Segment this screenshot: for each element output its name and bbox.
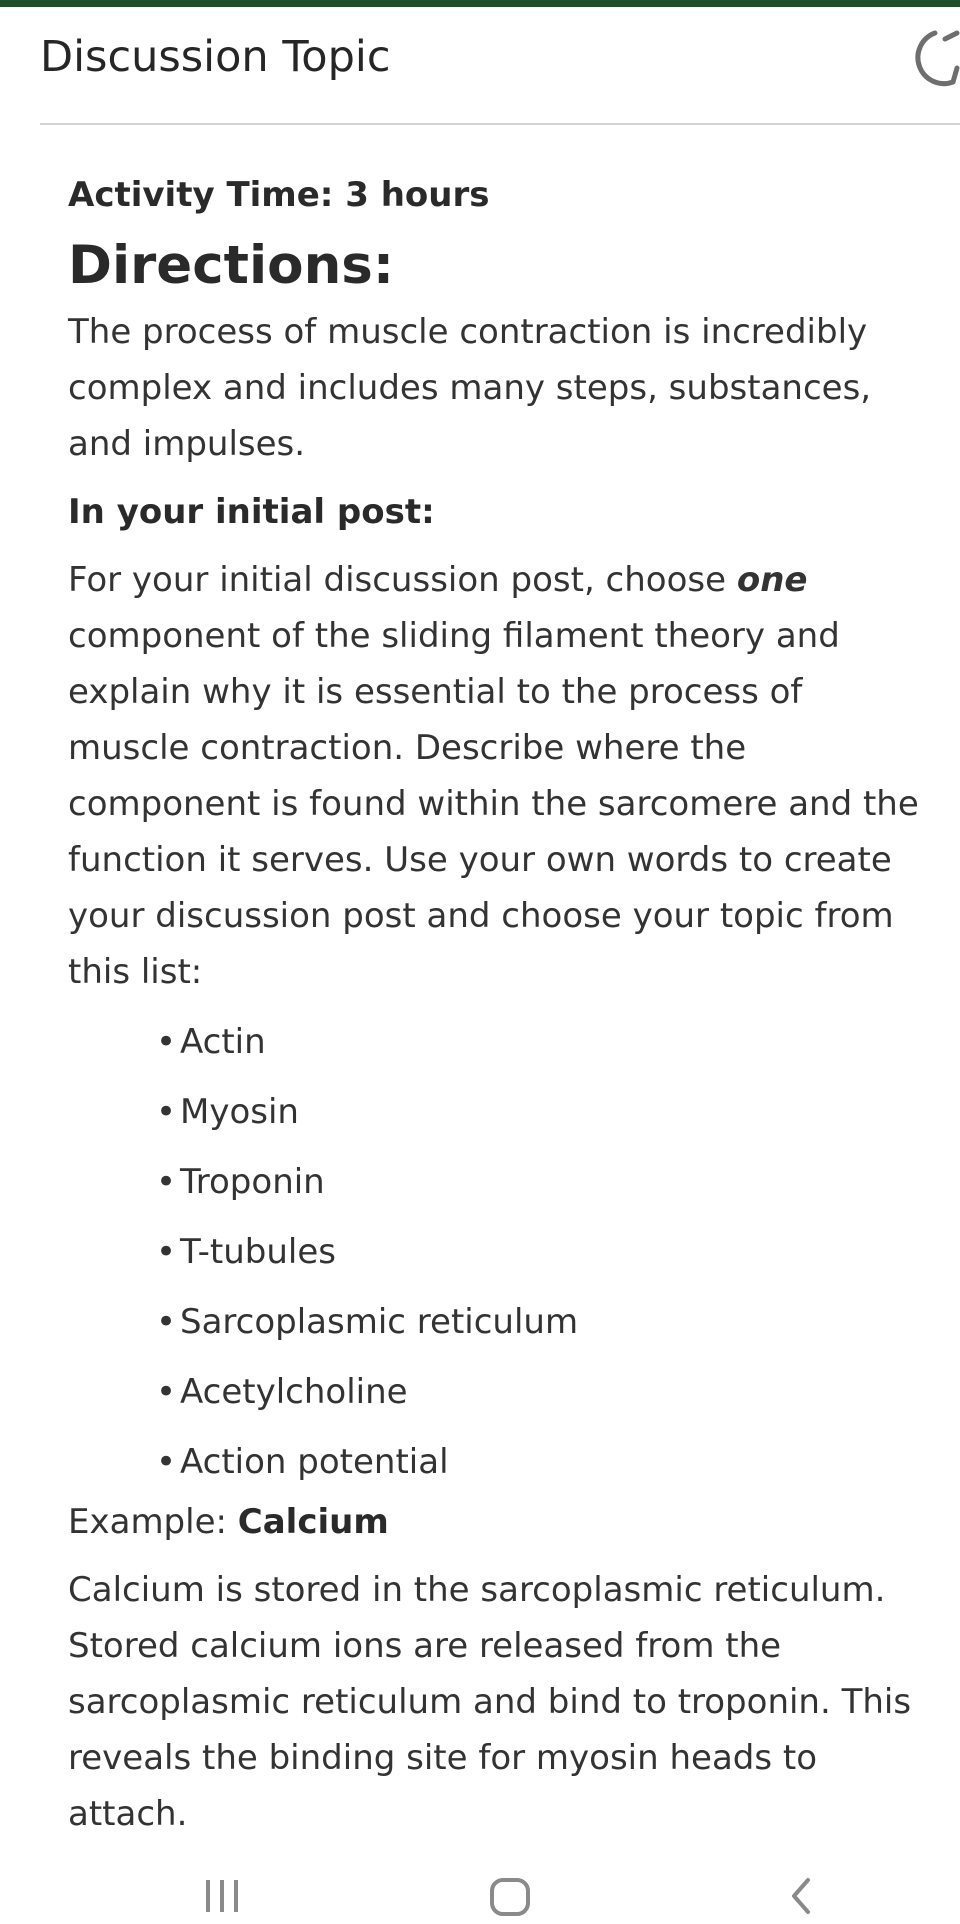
- home-icon[interactable]: [480, 1860, 540, 1920]
- initial-post-heading: In your initial post:: [68, 492, 435, 532]
- recent-apps-icon[interactable]: [192, 1860, 252, 1920]
- example-label: Example:: [68, 1502, 238, 1542]
- prompt-paragraph: [68, 552, 928, 1000]
- page-title: Discussion Topic: [40, 32, 391, 82]
- topic-label: T-tubules: [180, 1232, 337, 1272]
- list-item: • T-tubules: [156, 1232, 337, 1272]
- topic-label: Actin: [180, 1022, 266, 1062]
- topic-label: Action potential: [180, 1442, 449, 1482]
- topic-label: Troponin: [180, 1162, 325, 1202]
- topic-list: [68, 1014, 928, 1504]
- list-item: • Acetylcholine: [156, 1372, 408, 1412]
- system-navigation-bar: [0, 1860, 960, 1920]
- topic-label: Myosin: [180, 1092, 299, 1132]
- header: [0, 7, 960, 123]
- example-paragraph: Calcium is stored in the sarcoplasmic reticulum. Stored calcium ions are released from the sarcoplasmic reticulum and bind to troponin. This reveals the binding site for myosin heads to attach.: [68, 1570, 912, 1834]
- example-value: Calcium: [237, 1502, 389, 1542]
- directions-heading: Directions:: [68, 235, 395, 296]
- prompt-text-after: component of the sliding filament theory and explain why it is essential to the process of muscle contraction. Describe where the component is found within the sarcomere and the function it serves. Use your own words to create your discussion post and choose your topic from this list:: [68, 616, 919, 992]
- activity-time: Activity Time: 3 hours: [68, 175, 490, 215]
- header-divider: [40, 123, 960, 125]
- topic-label: Acetylcholine: [180, 1372, 408, 1412]
- list-item: • Sarcoplasmic reticulum: [156, 1302, 579, 1342]
- back-icon[interactable]: [770, 1860, 830, 1920]
- list-item: • Myosin: [156, 1092, 299, 1132]
- list-item: • Troponin: [156, 1162, 325, 1202]
- prompt-text-before: For your initial discussion post, choose: [68, 560, 737, 600]
- list-item: • Action potential: [156, 1442, 449, 1482]
- top-accent-bar: [0, 0, 960, 7]
- refresh-icon[interactable]: [905, 25, 960, 95]
- intro-paragraph: The process of muscle contraction is incredibly complex and includes many steps, substances, and impulses.: [68, 312, 872, 464]
- topic-label: Sarcoplasmic reticulum: [180, 1302, 579, 1342]
- discussion-content: [68, 160, 928, 1842]
- prompt-emphasis: one: [736, 560, 808, 600]
- list-item: • Actin: [156, 1022, 266, 1062]
